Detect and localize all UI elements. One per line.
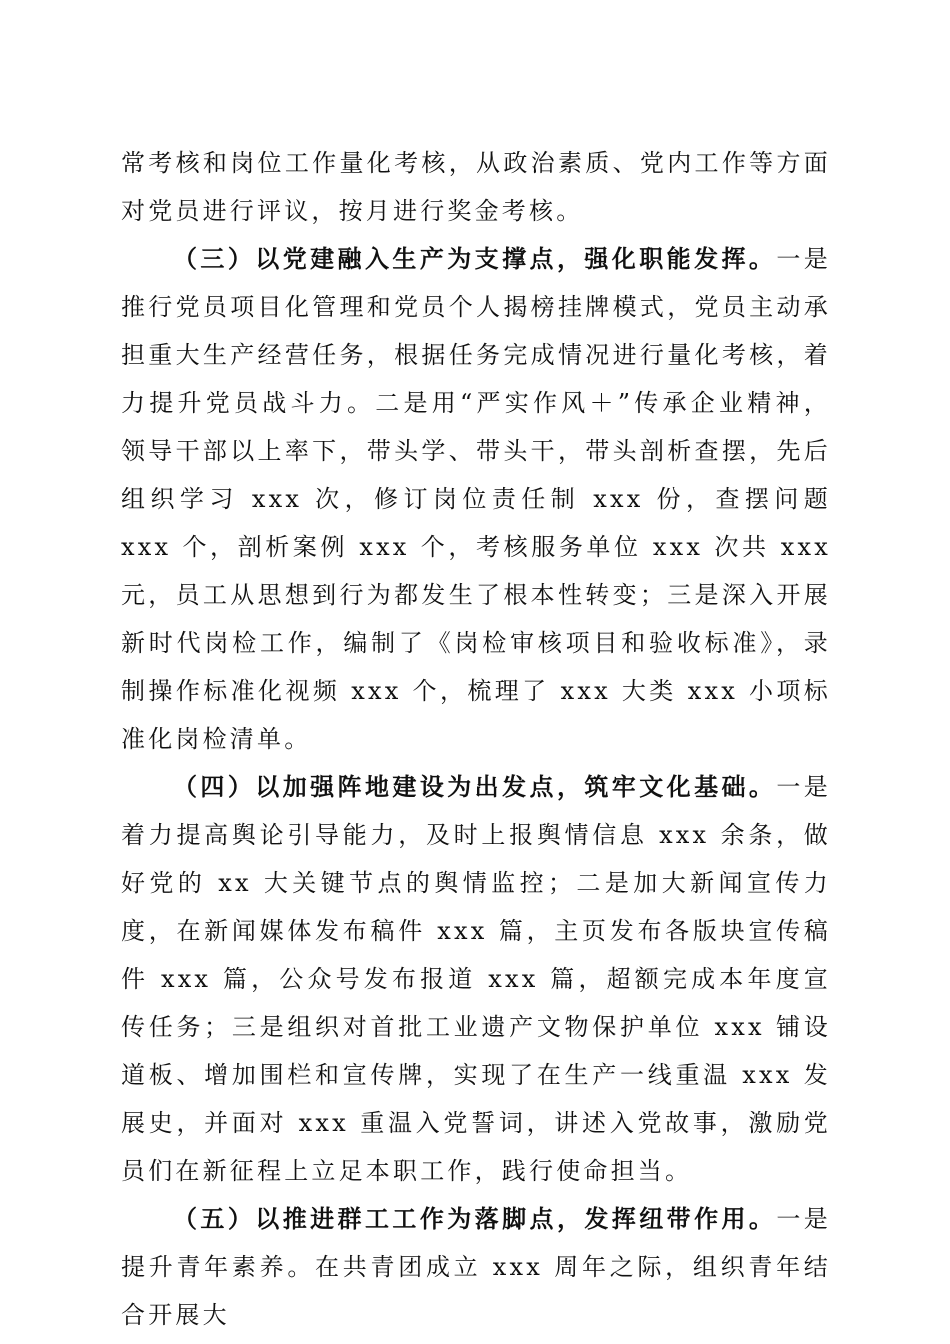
paragraph-text: 常考核和岗位工作量化考核，从政治素质、党内工作等方面对党员进行评议，按月进行奖金考核。 [121, 149, 831, 225]
paragraph-text: 一是推行党员项目化管理和党员个人揭榜挂牌模式，党员主动承担重大生产经营任务，根据任务完成情况进行量化考核，着力提升党员战斗力。二是用“严实作风＋”传承企业精神，领导干部以上率下，带头学、带头干，带头剖析查摆，先后组织学习 xxx 次，修订岗位责任制 xxx 份，查摆问题 xxx 个，剖析案例 xxx 个，考核服务单位 xxx 次共 xxx 元，员工从思想到行为都发生了根本性转变；三是深入开展新时代岗检工作，编制了《岗检审核项目和验收标准》，录制操作标准化视频 xxx 个，梳理了 xxx 大类 xxx 小项标准化岗检清单。 [121, 245, 832, 753]
paragraph-section-4 [121, 763, 831, 1195]
section-heading: （五）以推进群工工作为落脚点，发挥纽带作用。 [173, 1204, 777, 1233]
paragraph-text: 一是提升青年素养。在共青团成立 xxx 周年之际，组织青年结合开展大 [121, 1205, 832, 1329]
paragraph-continuation [121, 139, 831, 235]
paragraph-section-3 [121, 235, 831, 763]
section-heading: （三）以党建融入生产为支撑点，强化职能发挥。 [173, 244, 777, 273]
paragraph-text: 一是着力提高舆论引导能力，及时上报舆情信息 xxx 余条，做好党的 xx 大关键节点的舆情监控；二是加大新闻宣传力度，在新闻媒体发布稿件 xxx 篇，主页发布各版块宣传稿件 xxx 篇，公众号发布报道 xxx 篇，超额完成本年度宣传任务；三是组织对首批工业遗产文物保护单位 xxx 铺设道板、增加围栏和宣传牌，实现了在生产一线重温 xxx 发展史，并面对 xxx 重温入党誓词，讲述入党故事，激励党员们在新征程上立足本职工作，践行使命担当。 [121, 773, 832, 1185]
section-heading: （四）以加强阵地建设为出发点，筑牢文化基础。 [173, 772, 777, 801]
document-body [121, 139, 831, 1339]
paragraph-section-5 [121, 1195, 831, 1339]
